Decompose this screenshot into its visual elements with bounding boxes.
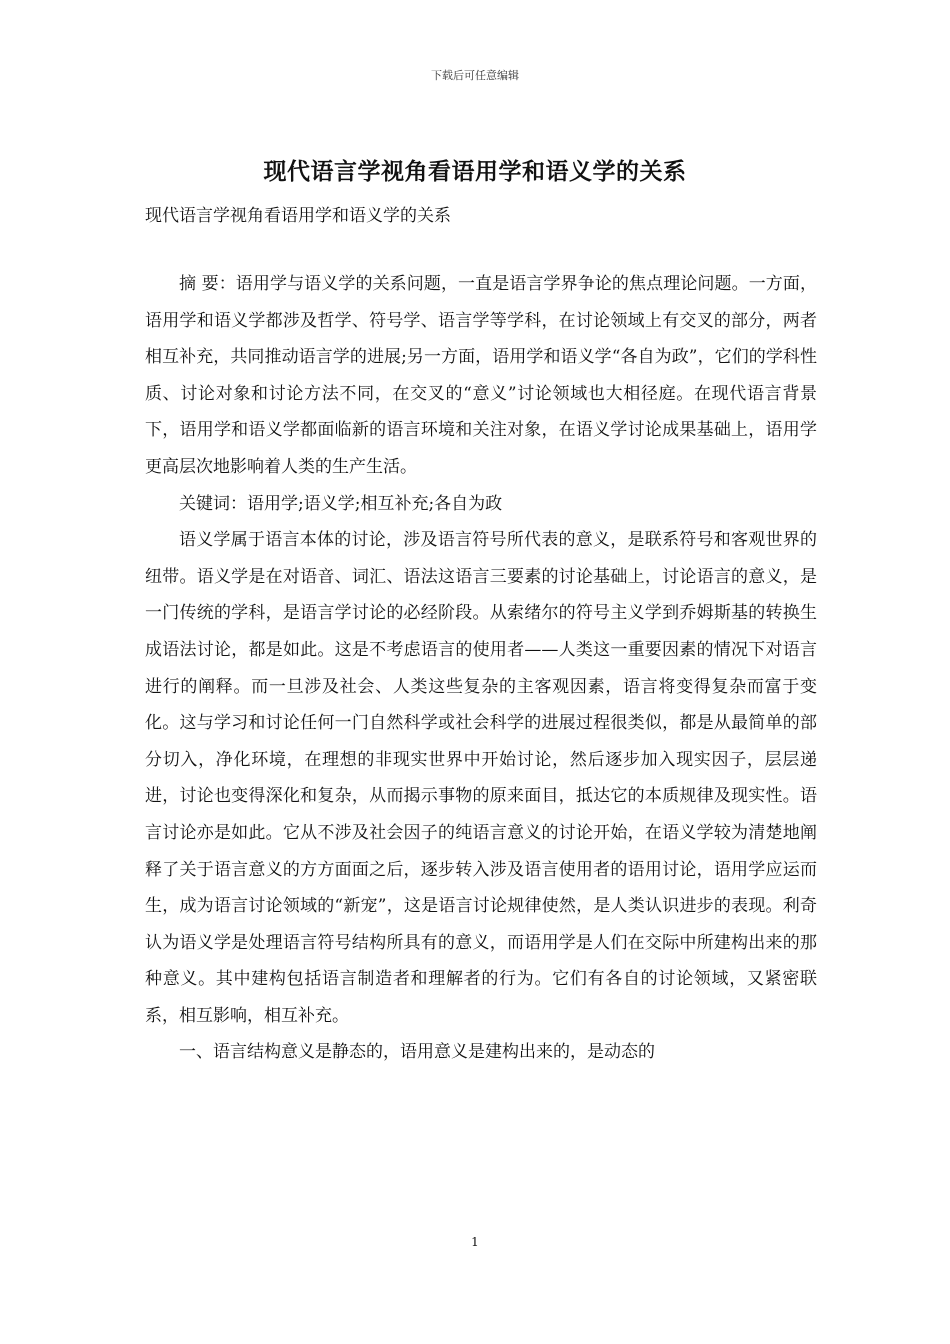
page-header: 下载后可任意编辑 [431, 69, 519, 82]
keywords-paragraph: 关键词：语用学;语义学;相互补充;各自为政 [179, 493, 503, 514]
page-number: 1 [471, 1235, 479, 1249]
body-paragraph: 语义学属于语言本体的讨论，涉及语言符号所代表的意义，是联系符号和客观世界的纽带。语义学是在对语音、词汇、语法这语言三要素的讨论基础上，讨论语言的意义，是一门传统的学科，是语言学讨论的必经阶段。从索绪尔的符号主义学到乔姆斯基的转换生成语法讨论，都是如此。这是不考虑语言的使用者——人类这一重要因素的情况下对语言进行的阐释。而一旦涉及社会、人类这些复杂的主客观因素，语言将变得复杂而富于变化。这与学习和讨论任何一门自然科学或社会科学的进展过程很类似，都是从最简单的部分切入，净化环境，在理想的非现实世界中开始讨论，然后逐步加入现实因子，层层递进，讨论也变得深化和复杂，从而揭示事物的原来面目，抵达它的本质规律及现实性。语言讨论亦是如此。它从不涉及社会因子的纯语言意义的讨论开始，在语义学较为清楚地阐释了关于语言意义的方方面面之后，逐步转入涉及语言使用者的语用讨论，语用学应运而生，成为语言讨论领域的“新宠”，这是语言讨论规律使然，是人类认识进步的表现。利奇认为语义学是处理语言符号结构所具有的意义，而语用学是人们在交际中所建构出来的那种意义。其中建构包括语言制造者和理解者的行为。它们有各自的讨论领域，又紧密联系，相互影响，相互补充。 [145, 530, 817, 1026]
abstract-paragraph: 摘 要：语用学与语义学的关系问题，一直是语言学界争论的焦点理论问题。一方面，语用学和语义学都涉及哲学、符号学、语言学等学科，在讨论领域上有交叉的部分，两者相互补充，共同推动语言学的进展;另一方面，语用学和语义学“各自为政”，它们的学科性质、讨论对象和讨论方法不同，在交叉的“意义”讨论领域也大相径庭。在现代语言背景下，语用学和语义学都面临新的语言环境和关注对象，在语义学讨论成果基础上，语用学更高层次地影响着人类的生产生活。 [145, 274, 817, 477]
document-body [145, 266, 817, 1071]
section-heading: 一、语言结构意义是静态的，语用意义是建构出来的，是动态的 [179, 1042, 655, 1063]
document-title: 现代语言学视角看语用学和语义学的关系 [263, 158, 687, 185]
document-subtitle: 现代语言学视角看语用学和语义学的关系 [145, 206, 451, 226]
